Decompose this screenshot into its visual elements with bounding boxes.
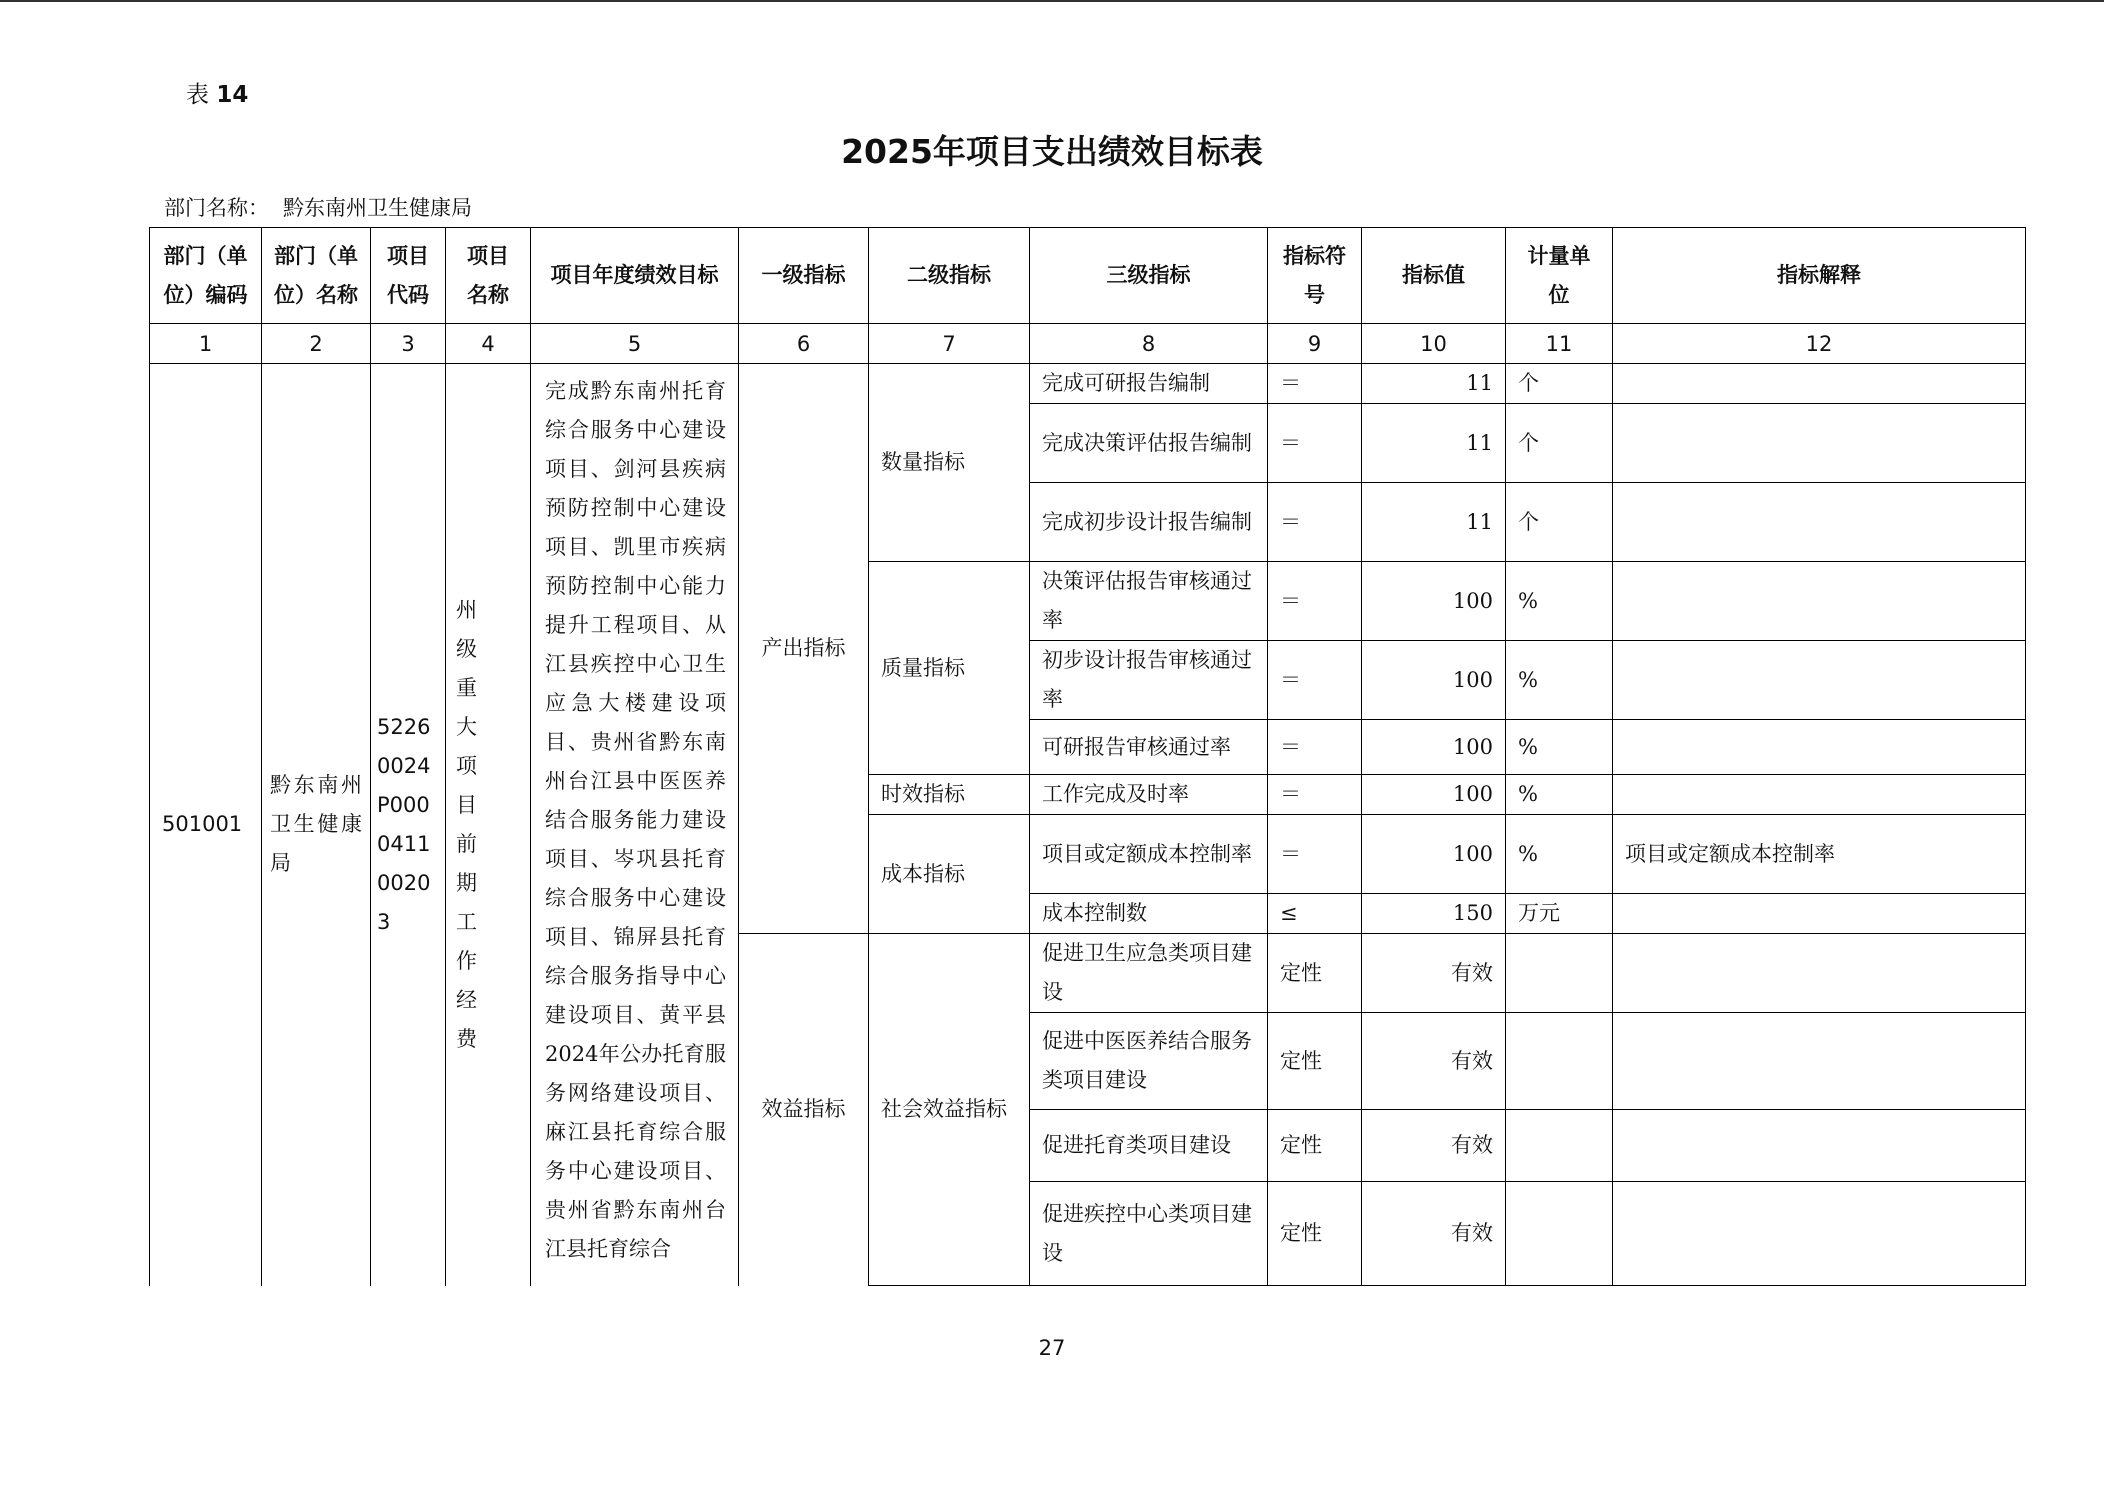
indicator-name: 促进卫生应急类项目建设 [1030, 934, 1268, 1013]
indicator-value: 100 [1362, 815, 1506, 894]
indicator-name: 完成决策评估报告编制 [1030, 404, 1268, 483]
project-code-cell: 5226 0024 P000 0411 0020 3 [371, 364, 446, 1286]
indicator-explanation [1613, 894, 2026, 934]
indicator-value: 100 [1362, 562, 1506, 641]
col-number: 3 [371, 324, 446, 364]
indicator-unit [1506, 1013, 1613, 1110]
col-number: 8 [1030, 324, 1268, 364]
department-name: 黔东南州卫生健康局 [283, 196, 472, 220]
col-number: 1 [150, 324, 262, 364]
dept-name-cell: 黔东南州卫生健康局 [262, 364, 371, 1286]
indicator-unit: 个 [1506, 364, 1613, 404]
document-title: 2025年项目支出绩效目标表 [841, 132, 1263, 171]
indicator-explanation [1613, 934, 2026, 1013]
header-row [150, 228, 2026, 324]
indicator-name: 项目或定额成本控制率 [1030, 815, 1268, 894]
indicator-unit: 万元 [1506, 894, 1613, 934]
department-label: 部门名称： [164, 196, 269, 220]
indicator-symbol: 定性 [1268, 934, 1362, 1013]
level1-benefit-cell: 效益指标 [739, 934, 869, 1286]
indicator-value: 100 [1362, 720, 1506, 775]
header-symbol: 指标符号 [1268, 228, 1362, 324]
indicator-unit: % [1506, 815, 1613, 894]
indicator-symbol: ＝ [1268, 775, 1362, 815]
indicator-symbol: ＝ [1268, 483, 1362, 562]
level2-cost-cell: 成本指标 [869, 815, 1030, 934]
level1-output-cell: 产出指标 [739, 364, 869, 934]
header-project-code: 项目代码 [371, 228, 446, 324]
indicator-name: 完成初步设计报告编制 [1030, 483, 1268, 562]
indicator-symbol: ＝ [1268, 364, 1362, 404]
table-number: 表 14 [186, 82, 249, 108]
header-level2: 二级指标 [869, 228, 1030, 324]
indicator-value: 有效 [1362, 1182, 1506, 1286]
col-number: 6 [739, 324, 869, 364]
indicator-explanation [1613, 720, 2026, 775]
indicator-symbol: ＝ [1268, 404, 1362, 483]
col-number: 5 [531, 324, 739, 364]
indicator-value: 11 [1362, 404, 1506, 483]
indicator-explanation: 项目或定额成本控制率 [1613, 815, 2026, 894]
indicator-name: 初步设计报告审核通过率 [1030, 641, 1268, 720]
indicator-symbol: ＝ [1268, 562, 1362, 641]
indicator-explanation [1613, 1013, 2026, 1110]
indicator-explanation [1613, 404, 2026, 483]
indicator-name: 促进中医医养结合服务类项目建设 [1030, 1013, 1268, 1110]
indicator-explanation [1613, 562, 2026, 641]
department-line [164, 192, 486, 222]
indicator-value: 100 [1362, 775, 1506, 815]
indicator-explanation [1613, 641, 2026, 720]
indicator-value: 有效 [1362, 934, 1506, 1013]
indicator-value: 11 [1362, 483, 1506, 562]
annual-goal-cell: 完成黔东南州托育综合服务中心建设项目、剑河县疾病预防控制中心建设项目、凯里市疾病预防控制中心能力提升工程项目、从江县疾控中心卫生应急大楼建设项目、贵州省黔东南州台江县中医医养结合服务能力建设项目、岑巩县托育综合服务中心建设项目、锦屏县托育综合服务指导中心建设项目、黄平县2024年公办托育服务网络建设项目、麻江县托育综合服务中心建设项目、贵州省黔东南州台江县托育综合 [531, 364, 739, 1286]
level2-social-cell: 社会效益指标 [869, 934, 1030, 1286]
header-level1: 一级指标 [739, 228, 869, 324]
col-number: 7 [869, 324, 1030, 364]
indicator-name: 工作完成及时率 [1030, 775, 1268, 815]
header-annual-goal: 项目年度绩效目标 [531, 228, 739, 324]
indicator-name: 可研报告审核通过率 [1030, 720, 1268, 775]
indicator-unit [1506, 1182, 1613, 1286]
indicator-name: 完成可研报告编制 [1030, 364, 1268, 404]
col-number: 12 [1613, 324, 2026, 364]
project-name-cell: 州级重大项目前期工作经费 [446, 364, 531, 1286]
header-project-name: 项目名称 [446, 228, 531, 324]
indicator-unit: % [1506, 775, 1613, 815]
indicator-symbol: 定性 [1268, 1013, 1362, 1110]
indicator-unit: 个 [1506, 483, 1613, 562]
level2-quality-cell: 质量指标 [869, 562, 1030, 775]
indicator-symbol: 定性 [1268, 1110, 1362, 1182]
indicator-value: 150 [1362, 894, 1506, 934]
indicator-value: 100 [1362, 641, 1506, 720]
indicator-symbol: ＝ [1268, 720, 1362, 775]
indicator-unit [1506, 1110, 1613, 1182]
header-level3: 三级指标 [1030, 228, 1268, 324]
table-row [150, 364, 2026, 404]
col-number: 9 [1268, 324, 1362, 364]
indicator-unit: % [1506, 562, 1613, 641]
indicator-value: 有效 [1362, 1110, 1506, 1182]
performance-target-table [149, 227, 2026, 1286]
indicator-unit [1506, 934, 1613, 1013]
indicator-name: 成本控制数 [1030, 894, 1268, 934]
page-number: 27 [1038, 1336, 1066, 1360]
indicator-value: 11 [1362, 364, 1506, 404]
header-unit: 计量单位 [1506, 228, 1613, 324]
col-number: 2 [262, 324, 371, 364]
indicator-name: 促进托育类项目建设 [1030, 1110, 1268, 1182]
indicator-value: 有效 [1362, 1013, 1506, 1110]
indicator-explanation [1613, 364, 2026, 404]
header-explanation: 指标解释 [1613, 228, 2026, 324]
indicator-symbol: ≤ [1268, 894, 1362, 934]
col-number: 4 [446, 324, 531, 364]
column-number-row [150, 324, 2026, 364]
indicator-unit: % [1506, 641, 1613, 720]
top-border-line [0, 0, 2104, 2]
col-number: 11 [1506, 324, 1613, 364]
indicator-unit: 个 [1506, 404, 1613, 483]
indicator-symbol: 定性 [1268, 1182, 1362, 1286]
indicator-explanation [1613, 775, 2026, 815]
indicator-name: 促进疾控中心类项目建设 [1030, 1182, 1268, 1286]
header-value: 指标值 [1362, 228, 1506, 324]
indicator-unit: % [1506, 720, 1613, 775]
header-dept-code: 部门（单位）编码 [150, 228, 262, 324]
level2-quantity-cell: 数量指标 [869, 364, 1030, 562]
indicator-name: 决策评估报告审核通过率 [1030, 562, 1268, 641]
indicator-explanation [1613, 483, 2026, 562]
indicator-symbol: ＝ [1268, 815, 1362, 894]
level2-timeliness-cell: 时效指标 [869, 775, 1030, 815]
indicator-symbol: ＝ [1268, 641, 1362, 720]
header-dept-name: 部门（单位）名称 [262, 228, 371, 324]
indicator-explanation [1613, 1182, 2026, 1286]
col-number: 10 [1362, 324, 1506, 364]
dept-code-cell: 501001 [150, 364, 262, 1286]
indicator-explanation [1613, 1110, 2026, 1182]
